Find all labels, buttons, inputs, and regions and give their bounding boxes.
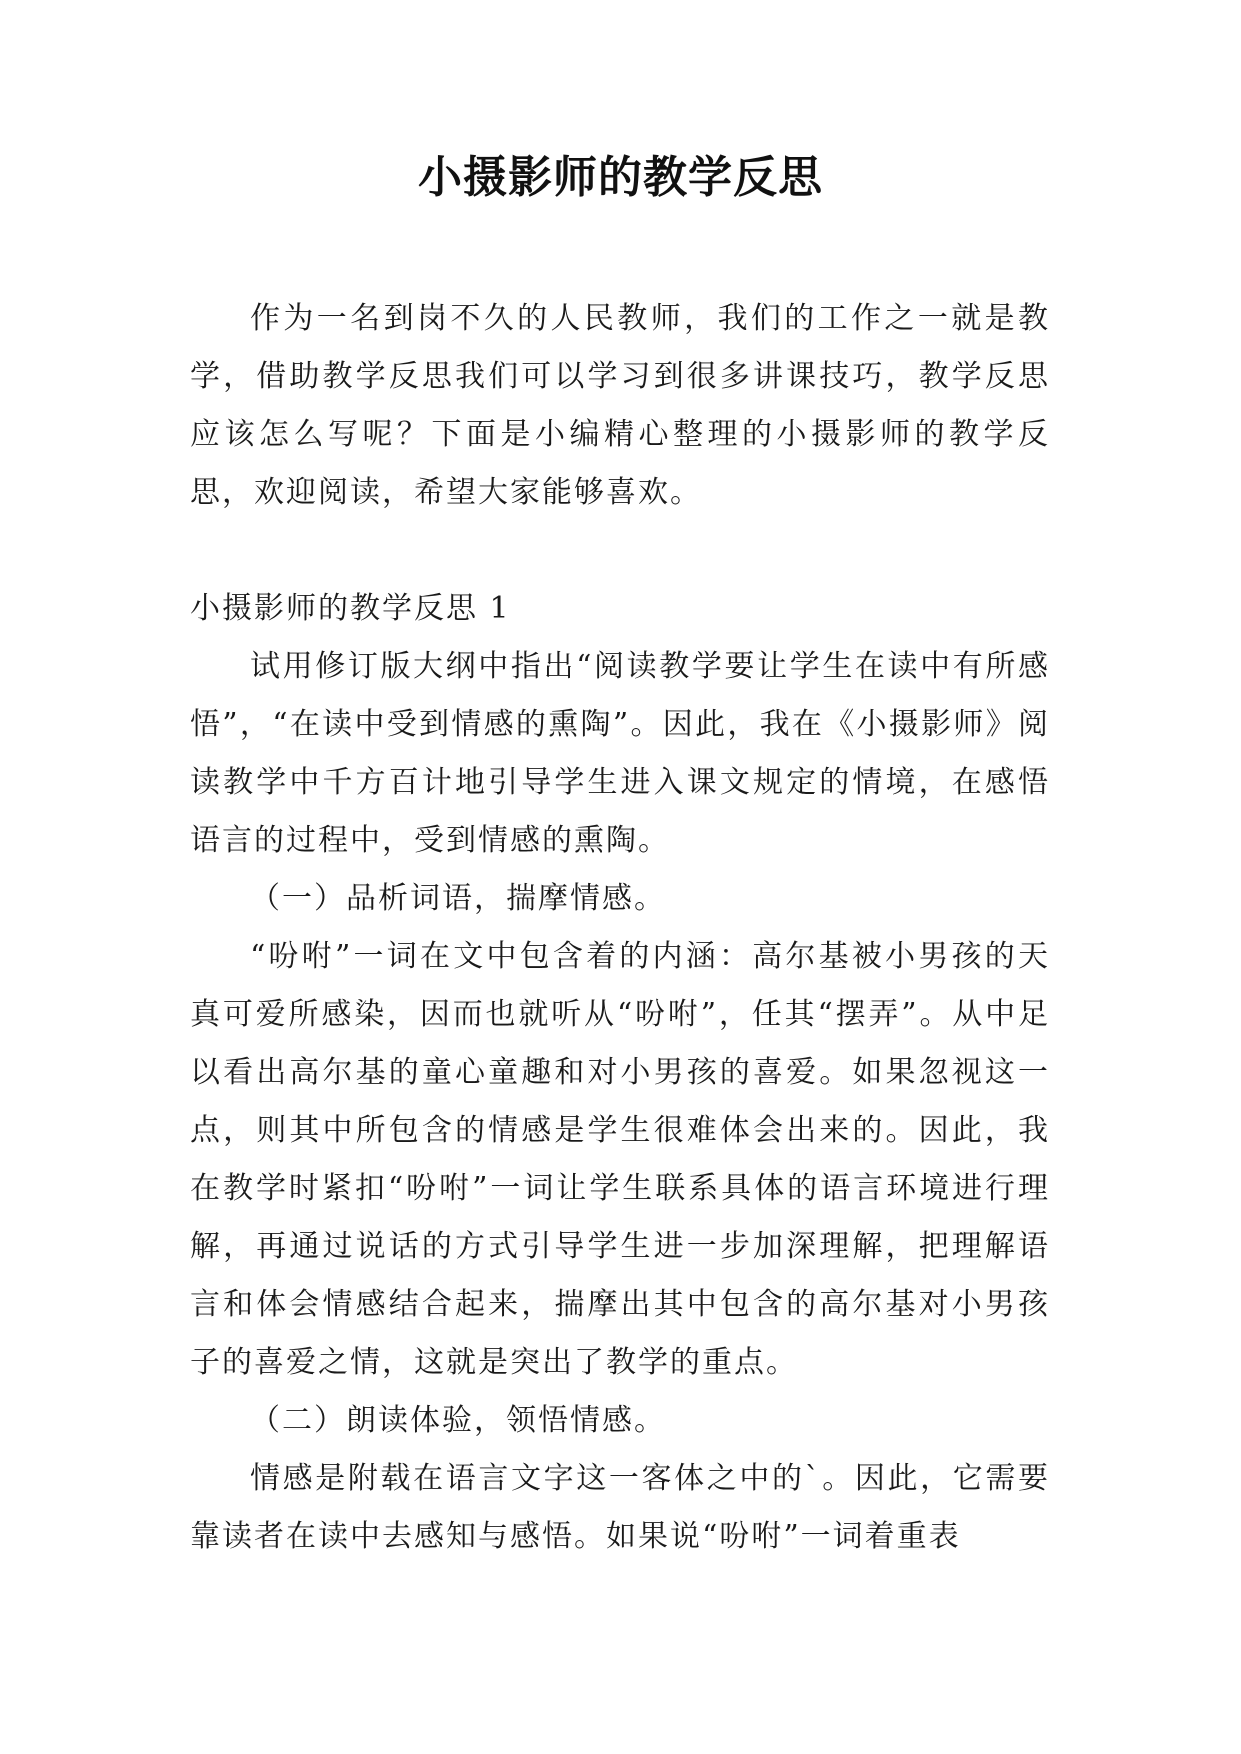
subheading-paragraph: （一）品析词语，揣摩情感。	[250, 881, 666, 916]
subheading-paragraph: （二）朗读体验，领悟情感。	[250, 1403, 666, 1438]
document-title: 小摄影师的教学反思	[418, 152, 823, 203]
paragraph-gap	[190, 522, 1050, 580]
section-heading: 小摄影师的教学反思 1	[190, 591, 511, 626]
body-paragraph: “吩咐”一词在文中包含着的内涵：高尔基被小男孩的天真可爱所感染，因而也就听从“吩咐”，任其“摆弄”。从中足以看出高尔基的童心童趣和对小男孩的喜爱。如果忽视这一点，则其中所包含的情感是学生很难体会出来的。因此，我在教学时紧扣“吩咐”一词让学生联系具体的语言环境进行理解，再通过说话的方式引导学生进一步加深理解，把理解语言和体会情感结合起来，揣摩出其中包含的高尔基对小男孩子的喜爱之情，这就是突出了教学的重点。	[190, 939, 1050, 1380]
body-paragraph: 情感是附载在语言文字这一客体之中的`。因此，它需要靠读者在读中去感知与感悟。如果说“吩咐”一词着重表	[190, 1461, 1050, 1554]
document-body	[190, 290, 1050, 1566]
intro-paragraph: 作为一名到岗不久的人民教师，我们的工作之一就是教学，借助教学反思我们可以学习到很多讲课技巧，教学反思应该怎么写呢？下面是小编精心整理的小摄影师的教学反思，欢迎阅读，希望大家能够喜欢。	[190, 301, 1050, 510]
body-paragraph: 试用修订版大纲中指出“阅读教学要让学生在读中有所感悟”，“在读中受到情感的熏陶”。因此，我在《小摄影师》阅读教学中千方百计地引导学生进入课文规定的情境，在感悟语言的过程中，受到情感的熏陶。	[190, 649, 1050, 858]
